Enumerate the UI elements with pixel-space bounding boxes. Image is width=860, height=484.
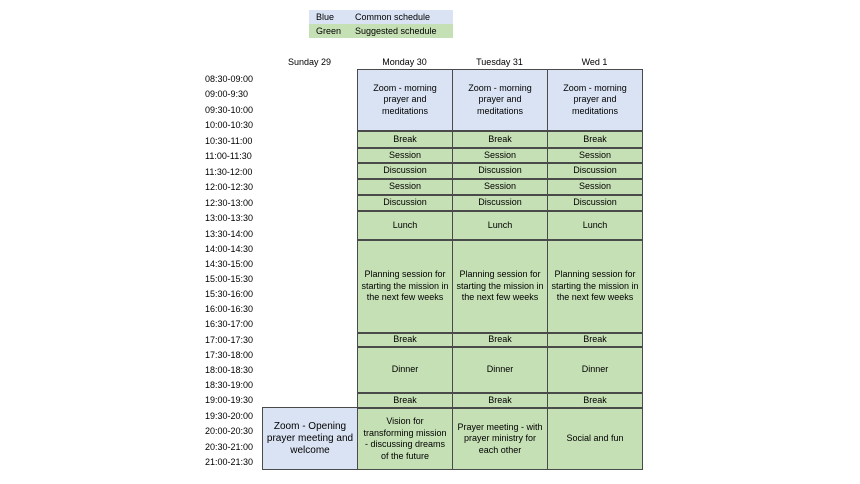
wed-discussion-cell: Discussion	[547, 195, 643, 211]
wed-discussion-cell: Discussion	[547, 163, 643, 179]
day-header-monday: Monday 30	[382, 57, 427, 67]
monday-zoom-cell: Zoom - morning prayer and meditations	[357, 69, 453, 131]
wed-break-cell: Break	[547, 131, 643, 148]
time-label: 08:30-09:00	[205, 74, 254, 84]
tuesday-planning-cell: Planning session for starting the mission in the next few weeks	[452, 240, 548, 333]
time-label: 13:30-14:00	[205, 229, 254, 239]
wed-session-cell: Session	[547, 179, 643, 195]
time-label: 10:00-10:30	[205, 120, 254, 130]
time-label: 20:30-21:00	[205, 442, 254, 452]
monday-discussion-cell: Discussion	[357, 163, 453, 179]
legend-meaning: Common schedule	[355, 12, 431, 22]
time-label: 15:00-15:30	[205, 274, 254, 284]
time-label: 15:30-16:00	[205, 289, 254, 299]
day-header-tuesday: Tuesday 31	[476, 57, 523, 67]
monday-dinner-cell: Dinner	[357, 347, 453, 393]
time-label: 09:30-10:00	[205, 105, 254, 115]
tuesday-lunch-cell: Lunch	[452, 211, 548, 240]
time-label: 18:30-19:00	[205, 380, 254, 390]
time-label: 09:00-9:30	[205, 89, 249, 99]
time-label: 13:00-13:30	[205, 213, 254, 223]
time-label: 11:00-11:30	[205, 151, 252, 161]
tuesday-break-cell: Break	[452, 333, 548, 347]
time-label: 20:00-20:30	[205, 426, 254, 436]
wed-zoom-cell: Zoom - morning prayer and meditations	[547, 69, 643, 131]
tuesday-session-cell: Session	[452, 148, 548, 163]
time-label: 21:00-21:30	[205, 457, 254, 467]
time-label: 10:30-11:00	[205, 136, 253, 146]
wed-evening-cell: Social and fun	[547, 408, 643, 470]
legend	[309, 10, 453, 38]
time-label: 12:30-13:00	[205, 198, 254, 208]
time-label: 12:00-12:30	[205, 182, 254, 192]
time-label: 17:30-18:00	[205, 350, 254, 360]
monday-break-cell: Break	[357, 333, 453, 347]
monday-discussion-cell: Discussion	[357, 195, 453, 211]
sunday-opening-cell: Zoom - Opening prayer meeting and welcome	[262, 407, 358, 470]
monday-session-cell: Session	[357, 179, 453, 195]
legend-row-blue	[309, 10, 453, 24]
time-label: 19:00-19:30	[205, 395, 254, 405]
tuesday-zoom-cell: Zoom - morning prayer and meditations	[452, 69, 548, 131]
wed-planning-cell: Planning session for starting the mission in the next few weeks	[547, 240, 643, 333]
time-label: 14:00-14:30	[205, 244, 254, 254]
legend-key: Blue	[316, 12, 335, 22]
tuesday-session-cell: Session	[452, 179, 548, 195]
tuesday-dinner-cell: Dinner	[452, 347, 548, 393]
wed-dinner-cell: Dinner	[547, 347, 643, 393]
day-header-sunday: Sunday 29	[287, 57, 332, 67]
monday-lunch-cell: Lunch	[357, 211, 453, 240]
legend-row-green	[309, 24, 453, 38]
time-label: 17:00-17:30	[205, 335, 254, 345]
time-label: 11:30-12:00	[205, 167, 253, 177]
wed-session-cell: Session	[547, 148, 643, 163]
monday-break-cell: Break	[357, 393, 453, 408]
tuesday-discussion-cell: Discussion	[452, 195, 548, 211]
wed-break-cell: Break	[547, 393, 643, 408]
tuesday-break-cell: Break	[452, 131, 548, 148]
time-label: 19:30-20:00	[205, 411, 254, 421]
monday-planning-cell: Planning session for starting the mission in the next few weeks	[357, 240, 453, 333]
tuesday-evening-cell: Prayer meeting - with prayer ministry for each other	[452, 408, 548, 470]
tuesday-discussion-cell: Discussion	[452, 163, 548, 179]
legend-meaning: Suggested schedule	[355, 26, 437, 36]
time-label: 18:00-18:30	[205, 365, 254, 375]
legend-key: Green	[316, 26, 342, 36]
wed-lunch-cell: Lunch	[547, 211, 643, 240]
time-label: 14:30-15:00	[205, 259, 254, 269]
wed-break-cell: Break	[547, 333, 643, 347]
monday-break-cell: Break	[357, 131, 453, 148]
tuesday-break-cell: Break	[452, 393, 548, 408]
monday-session-cell: Session	[357, 148, 453, 163]
day-header-wed: Wed 1	[581, 57, 608, 67]
monday-evening-cell: Vision for transforming mission - discussing dreams of the future	[357, 408, 453, 470]
time-label: 16:00-16:30	[205, 304, 254, 314]
time-label: 16:30-17:00	[205, 319, 254, 329]
